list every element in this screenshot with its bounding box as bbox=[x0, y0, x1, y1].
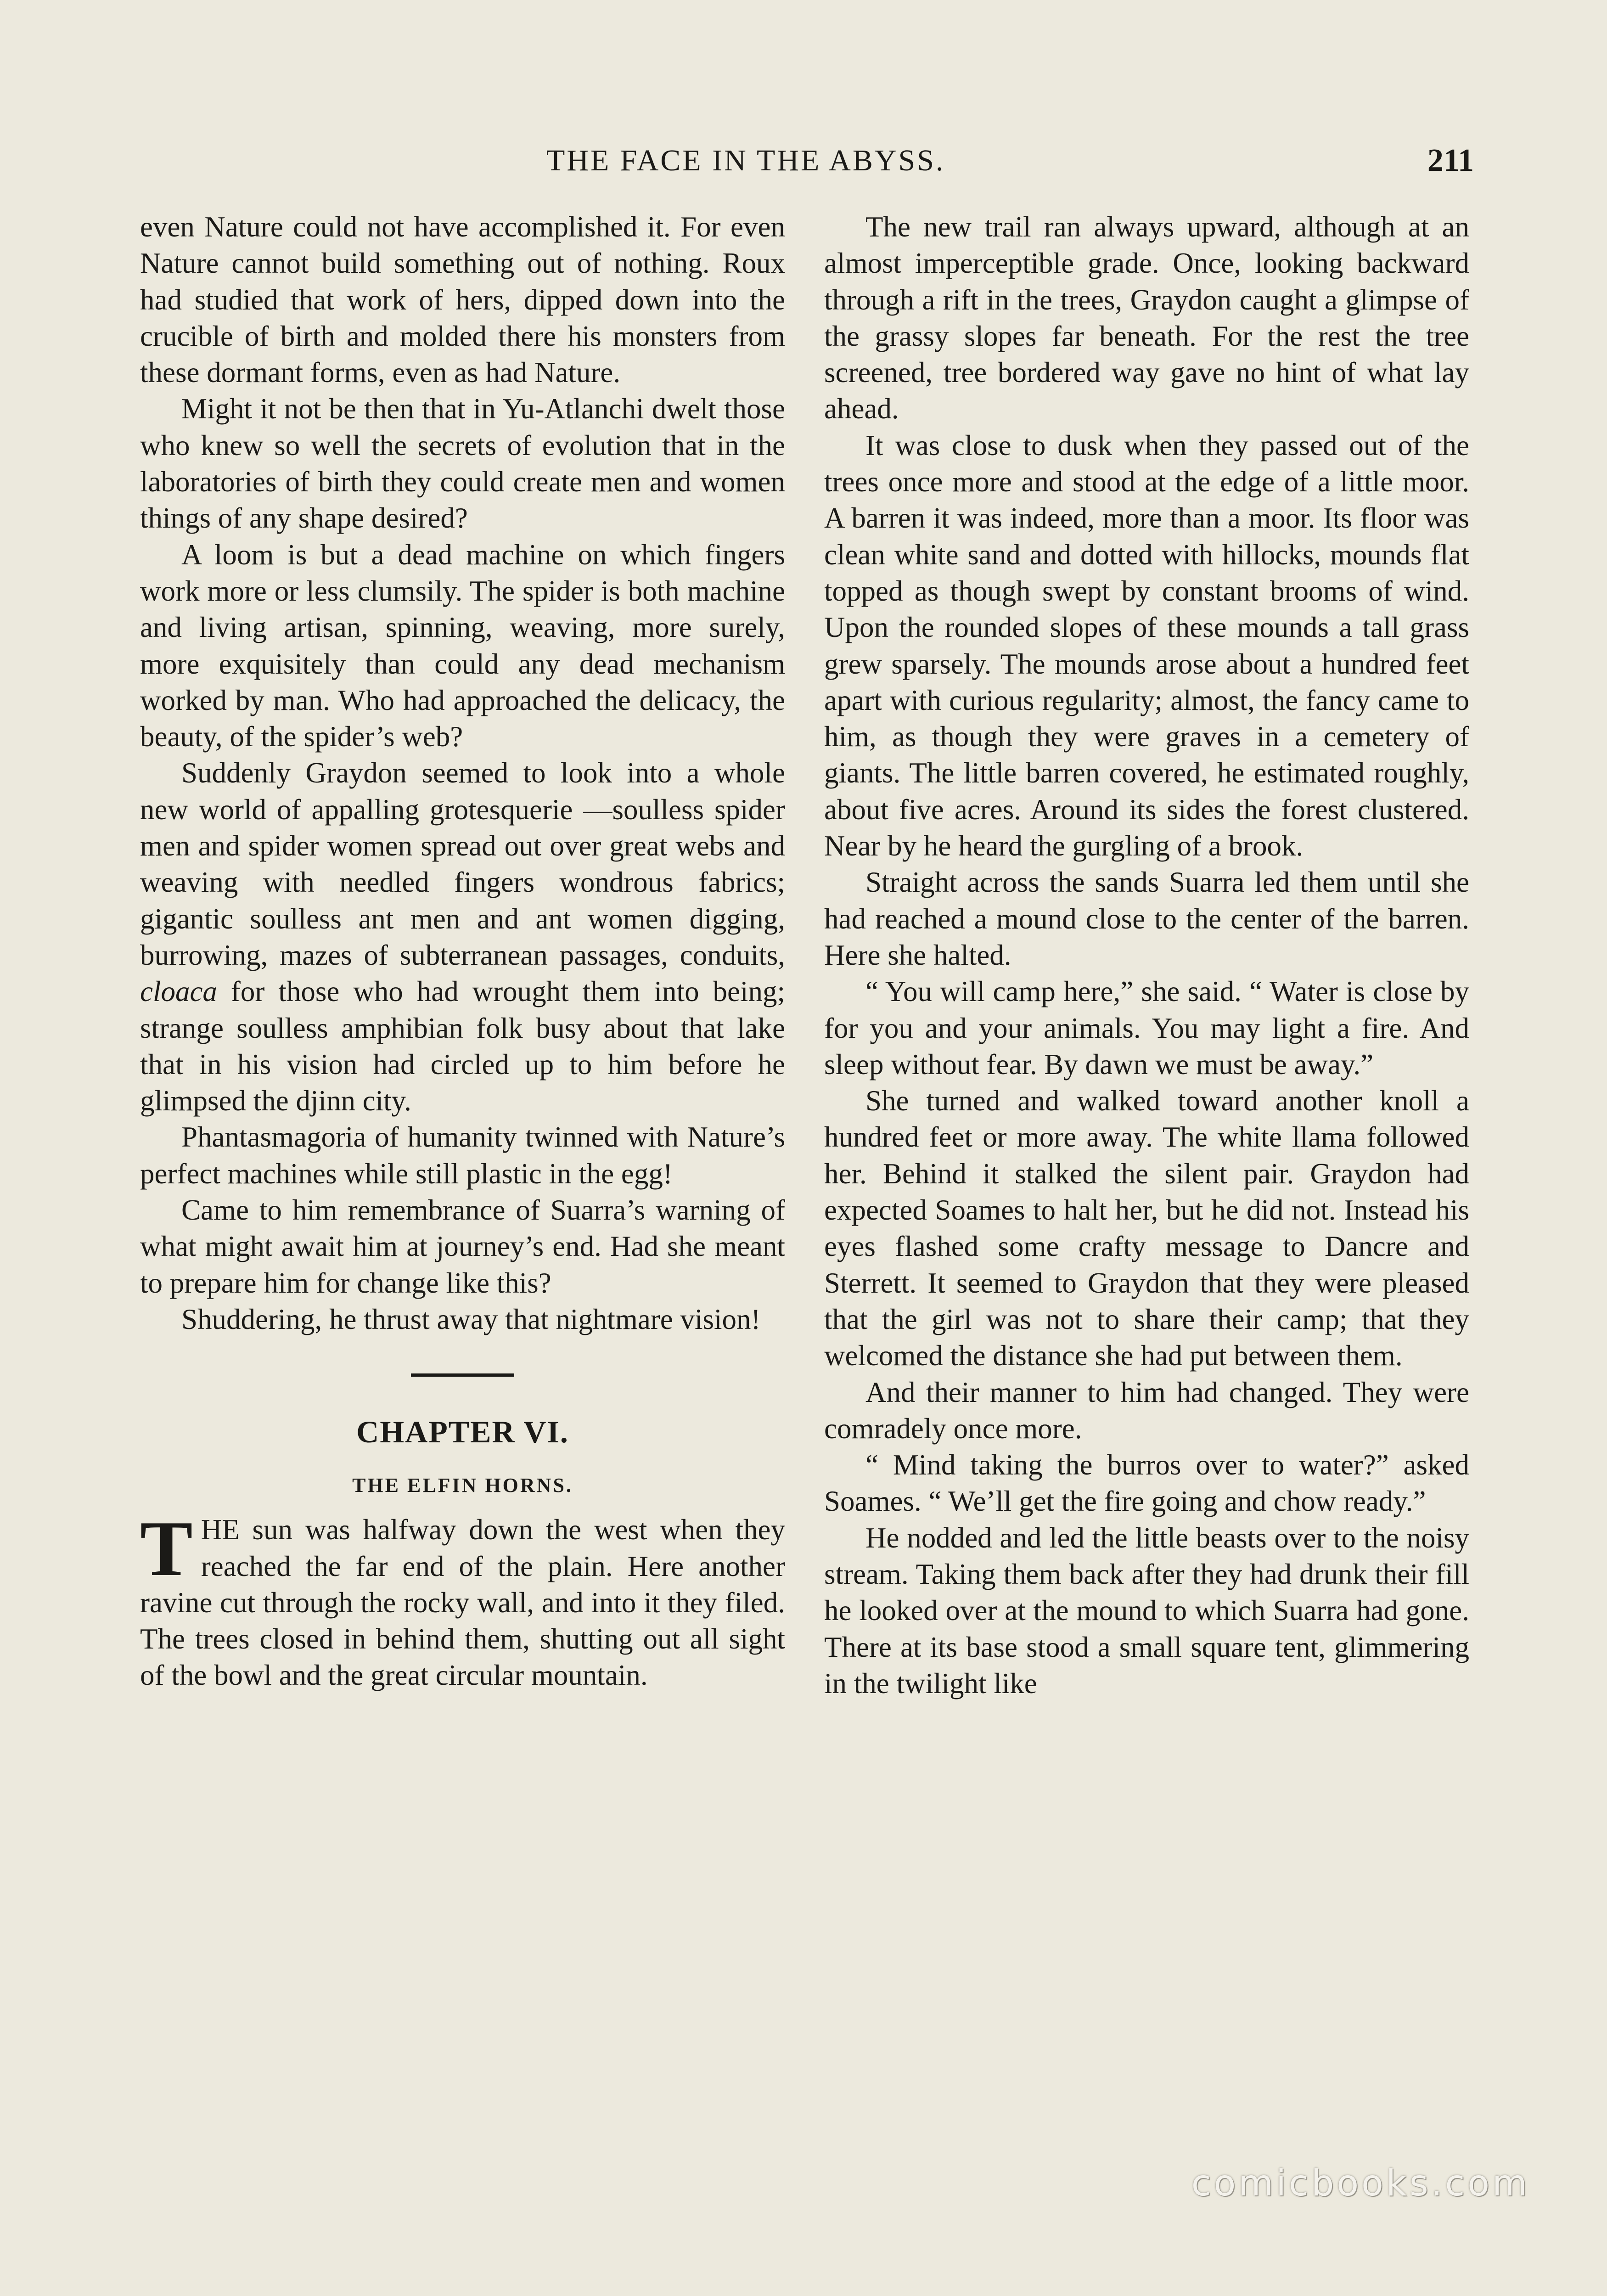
paragraph: A loom is but a dead machine on which fingers work more or less clumsily. The spider is both machine and living artisan, spinning, weaving, more surely, more exquisitely than could any dead mechanism worked by man. Who had approached the delicacy, the beauty, of the spider’s web? bbox=[140, 538, 785, 753]
paragraph: Phantasmagoria of humanity twinned with Nature’s perfect machines while still plastic in the egg! bbox=[140, 1121, 785, 1190]
paragraph: “ Mind taking the burros over to water?” asked Soames. “ We’ll get the fire going and chow ready.” bbox=[824, 1449, 1469, 1518]
paragraph: Shuddering, he thrust away that nightmare vision! bbox=[181, 1303, 761, 1335]
paragraph: Straight across the sands Suarra led them until she had reached a mound close to the center of the barren. Here she halted. bbox=[824, 866, 1469, 971]
left-column bbox=[140, 209, 785, 1694]
watermark: comicbooks.com bbox=[1191, 2163, 1530, 2204]
chapter-title: CHAPTER VI. bbox=[356, 1414, 569, 1450]
chapter-subtitle: THE ELFIN HORNS. bbox=[352, 1474, 573, 1497]
paragraph-text: for those who had wrought them into being; strange soulless amphibian folk busy about that lake that in his vision had circled up to him before he glimpsed the djinn city. bbox=[140, 975, 785, 1117]
paragraph: Came to him remembrance of Suarra’s warning of what might await him at journey’s end. Had she meant to prepare him for change like this? bbox=[140, 1194, 785, 1299]
drop-cap: T bbox=[140, 1505, 193, 1593]
paragraph: It was close to dusk when they passed out of the trees once more and stood at the edge of a little moor. A barren it was indeed, more than a moor. Its floor was clean white sand and dotted with hillocks, mounds flat topped as though swept by constant brooms of wind. Upon the rounded slopes of these mounds a tall grass grew sparsely. The mounds arose about a hundred feet apart with curious regularity; almost, the fancy came to him, as though they were graves in a cemetery of giants. The little barren covered, he estimated roughly, about five acres. Around its sides the forest clustered. Near by he heard the gurgling of a brook. bbox=[824, 429, 1469, 862]
chapter-opening-paragraph bbox=[140, 1505, 785, 1694]
paragraph: She turned and walked toward another knoll a hundred feet or more away. The white llama followed her. Behind it stalked the silent pair. Graydon had expected Soames to halt her, but he did not. Instead his eyes flashed some crafty message to Dancre and Sterrett. It seemed to Graydon that they were pleased that the girl was not to share their camp; that they welcomed the distance she had put between them. bbox=[824, 1085, 1469, 1372]
paragraph: The new trail ran always upward, although at an almost imperceptible grade. Once, looking backward through a rift in the trees, Graydon caught a glimpse of the grassy slopes far beneath. For the rest the tree screened, tree bordered way gave no hint of what lay ahead. bbox=[824, 211, 1469, 425]
paragraph: And their manner to him had changed. They were comradely once more. bbox=[824, 1376, 1469, 1445]
paragraph: even Nature could not have accomplished it. For even Nature cannot build something out of nothing. Roux had studied that work of hers, dipped down into the crucible of birth and molded there his monsters from these dormant forms, even as had Nature. bbox=[140, 211, 785, 389]
right-column bbox=[824, 209, 1469, 1702]
page-number: 211 bbox=[1427, 143, 1474, 178]
paragraph: “ You will camp here,” she said. “ Water is close by for you and your animals. You may light a fire. And sleep without fear. By dawn we must be away.” bbox=[824, 975, 1469, 1080]
section-divider bbox=[411, 1373, 514, 1377]
italic-word: cloaca bbox=[140, 975, 217, 1008]
paragraph: Might it not be then that in Yu-Atlanchi dwelt those who knew so well the secrets of evolution that in the laboratories of birth they could create men and women things of any shape desired? bbox=[140, 393, 785, 535]
paragraph-text: Suddenly Graydon seemed to look into a whole new world of appalling grotesquerie —soulless spider men and spider women spread out over great webs and weaving with needled fingers wondrous fabrics; gigantic soulless ant men and ant women digging, burrowing, mazes of subterranean passages, conduits, bbox=[140, 757, 785, 971]
paragraph bbox=[140, 755, 785, 1119]
running-head: THE FACE IN THE ABYSS. bbox=[546, 144, 945, 177]
page-header bbox=[546, 140, 1474, 181]
opening-text: HE sun was halfway down the west when they reached the far end of the plain. Here another ravine cut through the rocky wall, and into it they filed. The trees closed in behind them, shutting out all sight of the bowl and the great circular mountain. bbox=[140, 1514, 785, 1692]
paragraph: He nodded and led the little beasts over to the noisy stream. Taking them back after they had drunk their fill he looked over at the mound to which Suarra had gone. There at its base stood a small square tent, glimmering in the twilight like bbox=[824, 1521, 1469, 1699]
